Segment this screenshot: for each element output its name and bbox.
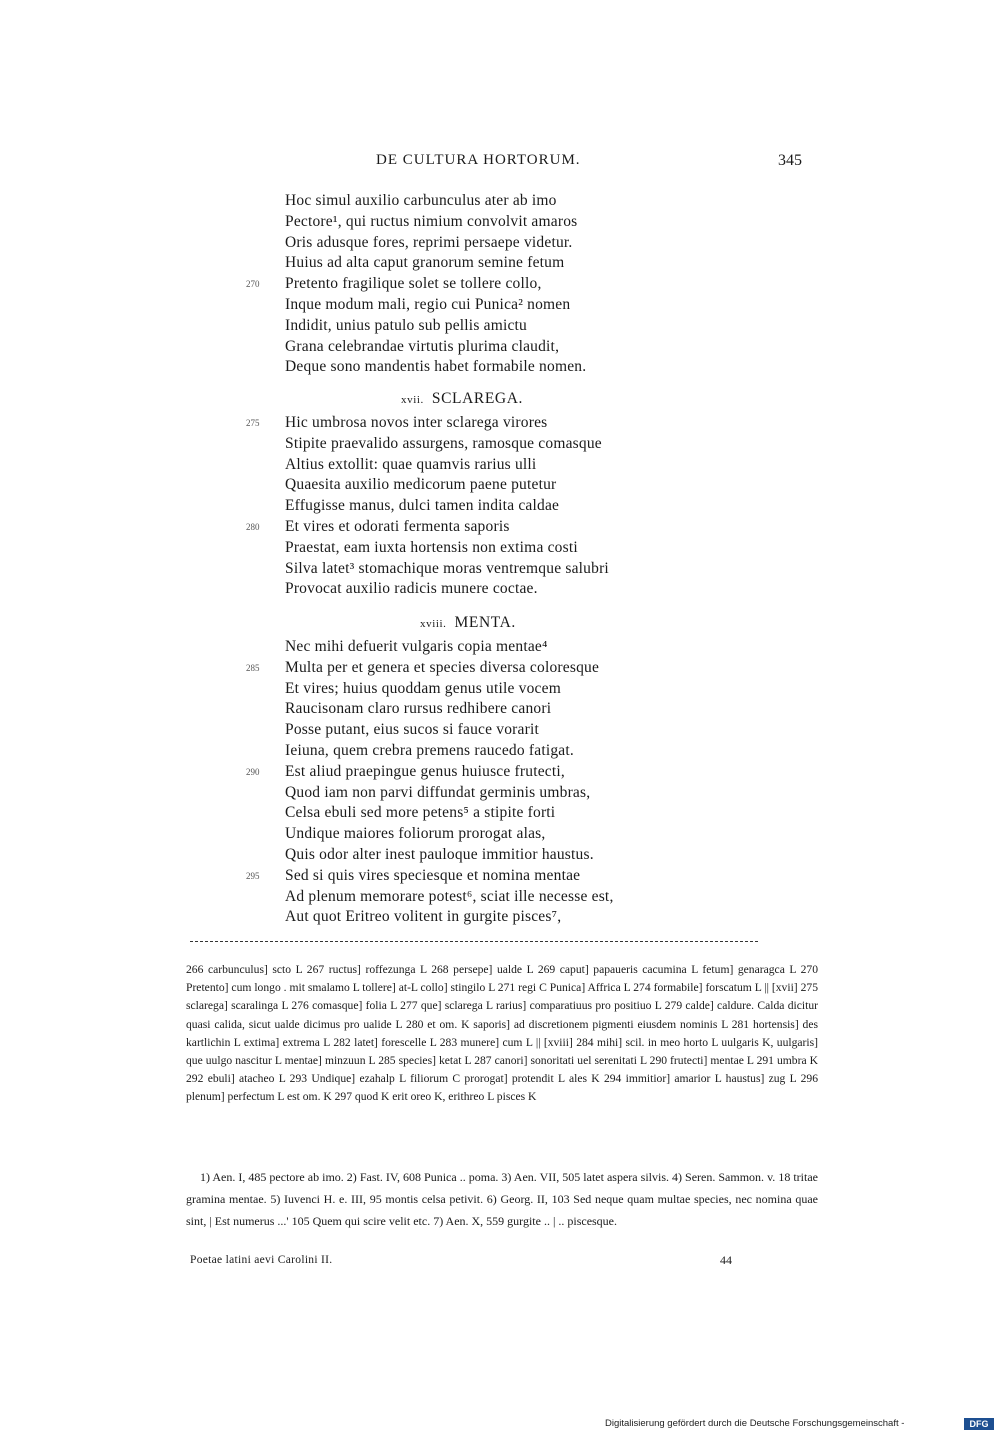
verse-line: Multa per et genera et species diversa coloresque	[285, 658, 600, 676]
footnote-divider	[190, 941, 758, 942]
verse-line: Oris adusque fores, reprimi persaepe videtur.	[285, 233, 573, 251]
verse-line: Deque sono mandentis habet formabile nomen.	[285, 358, 587, 376]
verse-line: Quaesita auxilio medicorum paene putetur	[285, 476, 557, 494]
verse-line: Celsa ebuli sed more petens⁵ a stipite forti	[285, 804, 556, 822]
verse-line: Inque modum mali, regio cui Punica² nomen	[285, 296, 571, 313]
verse-line: Indidit, unius patulo sub pellis amictu	[285, 316, 528, 334]
line-number: 270	[246, 279, 260, 290]
running-title: DE CULTURA HORTORUM.	[376, 152, 581, 168]
section-number: xvii.	[401, 394, 424, 406]
section-number: xviii.	[420, 618, 447, 630]
verse-line: Raucisonam claro rursus redhibere canori	[285, 700, 552, 718]
section-heading-text: SCLAREGA.	[431, 390, 523, 407]
verse-line: Ieiuna, quem crebra premens raucedo fatigat.	[285, 742, 574, 759]
source-notes	[186, 1166, 818, 1232]
verse-line: Hoc simul auxilio carbunculus ater ab imo	[285, 192, 557, 209]
notes-paragraph: 1) Aen. I, 485 pectore ab imo. 2) Fast. IV, 608 Punica .. poma. 3) Aen. VII, 505 latet aspera silvis. 4) Seren. Sammon. v. 18 tritae gramina mentae. 5) Iuvenci H. e. III, 95 montis celsa petivit. 6) Georg. II, 103 Sed neque quam multae species, nec nomina quae sint, | Est numerus ...' 105 Quem qui scire velit etc. 7) Aen. X, 559 gurgite .. | .. piscesque.	[186, 1170, 818, 1228]
verse-line: Nec mihi defuerit vulgaris copia mentae⁴	[285, 638, 548, 655]
line-number: 285	[246, 662, 260, 673]
verse-line: Et vires; huius quoddam genus utile vocem	[285, 679, 561, 697]
verse-line: Grana celebrandae virtutis plurima claudit,	[285, 337, 560, 355]
verse-line: Provocat auxilio radicis munere coctae.	[285, 580, 538, 598]
verse-line: Praestat, eam iuxta hortensis non extima costi	[285, 538, 578, 556]
verse-line: Effugisse manus, dulci tamen indita caldae	[285, 497, 560, 515]
section-title	[401, 390, 523, 408]
line-number: 275	[246, 418, 260, 428]
verse-line: Pretento fragilique solet se tollere collo,	[285, 275, 542, 293]
verse-line: Undique maiores foliorum prorogat alas,	[285, 825, 546, 843]
dfg-logo: DFG	[964, 1418, 994, 1430]
series-title: Poetae latini aevi Carolini II.	[190, 1254, 333, 1266]
sheet-signature: 44	[720, 1253, 732, 1267]
verse-line: Quis odor alter inest pauloque immitior haustus.	[285, 846, 594, 863]
verse-line: Est aliud praepingue genus huiusce frutecti,	[285, 762, 565, 780]
verse-line: Quod iam non parvi diffundat germinis umbras,	[285, 783, 591, 801]
verse-line: Ad plenum memorare potest⁶, sciat ille necesse est,	[285, 887, 614, 905]
digitization-credit: Digitalisierung gefördert durch die Deutsche Forschungsgemeinschaft -	[605, 1418, 905, 1429]
verse-line: Silva latet³ stomachique moras ventremque salubri	[285, 559, 609, 577]
line-number: 295	[246, 870, 260, 881]
verse-line: Aut quot Eritreo volitent in gurgite pisces⁷,	[285, 908, 562, 926]
apparatus-paragraph: 266 carbunculus] scto L 267 ructus] roffezunga L 268 persepe] ualde L 269 caput] papaueris cacumina L fetum] genaragca L 270 Pretento] cum longo . mit smalamo L tollere] at-L collo] stingilo L 271 regi C Punica] Affrica L 274 formabile] forscatum L || [xvii] 275 sclarega] scaralinga L 276 comasque] folia L 277 que] sclarega L rarius] comparatiuus pro positiuo L 279 calde] caldure. Calda dicitur quasi calida, sicut ualde dicimus pro ualide L 280 et om. K saporis] ad discretionem pigmenti eiusdem nominis L 281 hortensis] des kartlichin L extima] extrema L 282 latet] forescelle L 283 munere] cum L || [xviii] 284 mihi] scil. in meo horto L uulgaris K, uulgaris] que uulgo nascitur L mentae] minzuun L 285 species] ketat L 287 canori] sonoritati uel serenitati L 290 frutecti] mentae L 291 umbra K 292 ebuli] atacheo L 293 Undique] ezahalp L filiorum C prorogat] protendit L ales K 294 immitior] amarior L haustus] zug L 296 plenum] perfectum L est om. K 297 quod K erit oreo K, erithreo L pisces K	[186, 963, 818, 1104]
line-number: 290	[246, 766, 260, 777]
verse-line: Sed si quis vires speciesque et nomina mentae	[285, 866, 581, 884]
verse-line: Stipite praevalido assurgens, ramosque comasque	[285, 434, 602, 452]
verse-line: Pectore¹, qui ructus nimium convolvit amaros	[285, 212, 578, 230]
line-number: 280	[246, 522, 260, 532]
verse-line: Huius ad alta caput granorum semine fetum	[285, 254, 565, 272]
verse-line: Et vires et odorati fermenta saporis	[285, 518, 510, 535]
section-title	[420, 614, 516, 632]
page-number: 345	[778, 152, 802, 169]
verse-line: Hic umbrosa novos inter sclarega virores	[285, 414, 548, 431]
section-heading-text: MENTA.	[454, 614, 516, 631]
critical-apparatus	[186, 961, 818, 1107]
verse-line: Posse putant, eius sucos si fauce vorarit	[285, 721, 539, 739]
verse-line: Altius extollit: quae quamvis rarius ulli	[285, 455, 537, 473]
